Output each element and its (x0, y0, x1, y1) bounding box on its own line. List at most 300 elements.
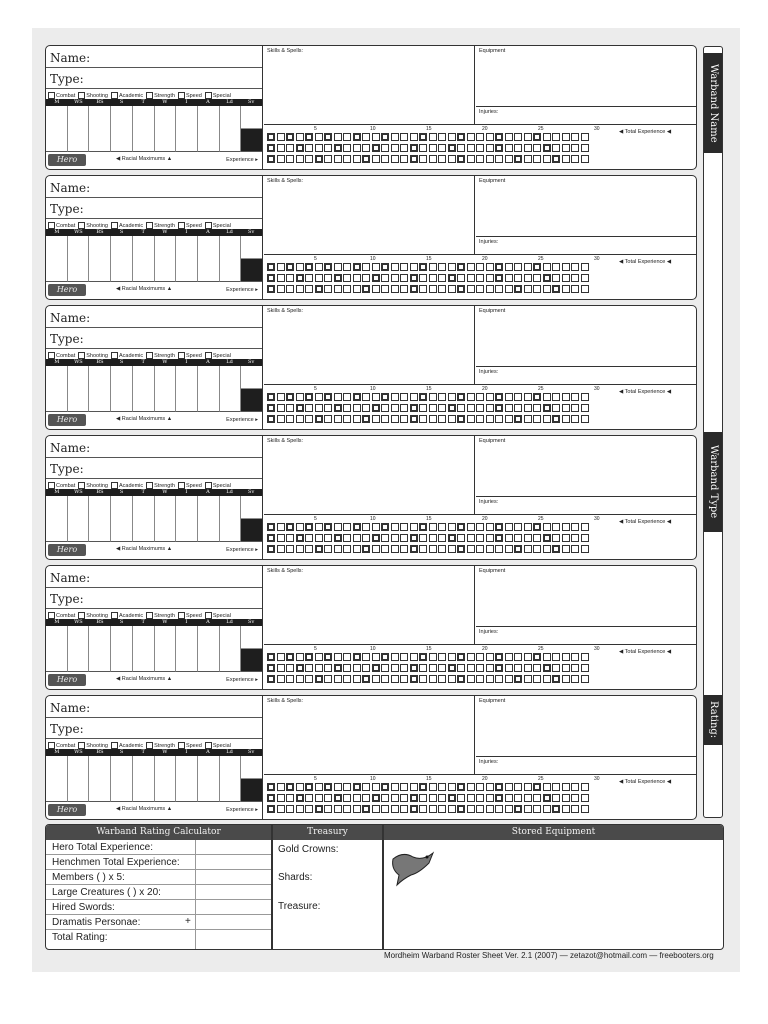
exp-box[interactable] (505, 133, 513, 141)
exp-box[interactable] (524, 805, 532, 813)
exp-box[interactable] (305, 285, 313, 293)
exp-box[interactable] (362, 783, 370, 791)
name-field[interactable]: Name: (46, 178, 262, 198)
exp-box[interactable] (438, 794, 446, 802)
exp-box[interactable] (305, 133, 313, 141)
exp-box[interactable] (438, 393, 446, 401)
exp-box[interactable] (391, 133, 399, 141)
exp-box[interactable] (410, 133, 418, 141)
exp-box[interactable] (533, 545, 541, 553)
exp-box[interactable] (543, 783, 551, 791)
exp-box[interactable] (362, 404, 370, 412)
exp-box[interactable] (495, 155, 503, 163)
exp-box[interactable] (410, 805, 418, 813)
exp-box[interactable] (277, 545, 285, 553)
exp-box[interactable] (467, 415, 475, 423)
stat-cell[interactable] (176, 366, 198, 412)
exp-box[interactable] (533, 404, 541, 412)
exp-box[interactable] (400, 274, 408, 282)
skills-box[interactable] (264, 566, 475, 644)
exp-box[interactable] (381, 805, 389, 813)
stat-cell[interactable] (176, 626, 198, 672)
exp-box[interactable] (514, 263, 522, 271)
exp-box[interactable] (381, 263, 389, 271)
exp-box[interactable] (438, 415, 446, 423)
exp-box[interactable] (486, 285, 494, 293)
exp-box[interactable] (524, 263, 532, 271)
exp-box[interactable] (486, 653, 494, 661)
exp-box[interactable] (372, 783, 380, 791)
exp-box[interactable] (562, 523, 570, 531)
exp-box[interactable] (391, 393, 399, 401)
exp-box[interactable] (362, 133, 370, 141)
stat-cell[interactable] (46, 106, 68, 152)
exp-box[interactable] (476, 285, 484, 293)
exp-box[interactable] (315, 144, 323, 152)
type-field[interactable]: Type: (46, 69, 262, 89)
exp-box[interactable] (362, 653, 370, 661)
exp-box[interactable] (343, 653, 351, 661)
exp-box[interactable] (448, 545, 456, 553)
stat-cell[interactable] (68, 496, 90, 542)
exp-box[interactable] (505, 523, 513, 531)
exp-box[interactable] (429, 263, 437, 271)
exp-box[interactable] (381, 415, 389, 423)
exp-box[interactable] (495, 133, 503, 141)
exp-box[interactable] (305, 675, 313, 683)
advance-checkbox[interactable] (205, 482, 231, 489)
exp-box[interactable] (467, 263, 475, 271)
exp-box[interactable] (277, 805, 285, 813)
exp-box[interactable] (410, 675, 418, 683)
stat-cell[interactable] (220, 366, 242, 412)
exp-box[interactable] (524, 783, 532, 791)
exp-box[interactable] (372, 545, 380, 553)
exp-box[interactable] (571, 653, 579, 661)
name-field[interactable]: Name: (46, 308, 262, 328)
exp-box[interactable] (495, 404, 503, 412)
exp-box[interactable] (381, 794, 389, 802)
exp-box[interactable] (286, 523, 294, 531)
exp-box[interactable] (353, 664, 361, 672)
exp-box[interactable] (400, 664, 408, 672)
exp-box[interactable] (315, 805, 323, 813)
advance-checkbox[interactable] (178, 222, 202, 229)
exp-box[interactable] (391, 534, 399, 542)
exp-box[interactable] (410, 404, 418, 412)
stat-cell[interactable] (241, 106, 262, 152)
exp-box[interactable] (486, 133, 494, 141)
type-field[interactable]: Type: (46, 199, 262, 219)
exp-box[interactable] (324, 545, 332, 553)
exp-box[interactable] (400, 675, 408, 683)
exp-box[interactable] (438, 545, 446, 553)
exp-box[interactable] (438, 404, 446, 412)
exp-box[interactable] (467, 653, 475, 661)
exp-box[interactable] (524, 675, 532, 683)
stat-cell[interactable] (220, 626, 242, 672)
exp-box[interactable] (305, 805, 313, 813)
exp-box[interactable] (543, 144, 551, 152)
exp-box[interactable] (495, 534, 503, 542)
equipment-box[interactable] (476, 696, 696, 756)
exp-box[interactable] (476, 155, 484, 163)
exp-box[interactable] (467, 805, 475, 813)
exp-box[interactable] (514, 144, 522, 152)
exp-box[interactable] (448, 144, 456, 152)
exp-box[interactable] (362, 523, 370, 531)
stat-cell[interactable] (133, 106, 155, 152)
exp-box[interactable] (533, 534, 541, 542)
exp-box[interactable] (267, 155, 275, 163)
exp-box[interactable] (391, 263, 399, 271)
exp-box[interactable] (286, 653, 294, 661)
exp-box[interactable] (514, 664, 522, 672)
exp-box[interactable] (324, 155, 332, 163)
stat-cell[interactable] (198, 366, 220, 412)
stat-cell[interactable] (220, 496, 242, 542)
exp-box[interactable] (514, 794, 522, 802)
exp-box[interactable] (486, 664, 494, 672)
exp-box[interactable] (334, 664, 342, 672)
exp-box[interactable] (486, 675, 494, 683)
exp-box[interactable] (486, 545, 494, 553)
exp-box[interactable] (457, 783, 465, 791)
exp-box[interactable] (486, 783, 494, 791)
exp-box[interactable] (419, 783, 427, 791)
exp-box[interactable] (476, 523, 484, 531)
exp-box[interactable] (267, 404, 275, 412)
advance-checkbox[interactable] (78, 612, 108, 619)
exp-box[interactable] (552, 675, 560, 683)
stat-cell[interactable] (111, 236, 133, 282)
exp-box[interactable] (562, 415, 570, 423)
exp-box[interactable] (381, 144, 389, 152)
exp-box[interactable] (524, 794, 532, 802)
exp-box[interactable] (315, 545, 323, 553)
exp-box[interactable] (267, 285, 275, 293)
exp-box[interactable] (410, 415, 418, 423)
exp-box[interactable] (429, 805, 437, 813)
stat-cell[interactable] (198, 496, 220, 542)
exp-box[interactable] (324, 534, 332, 542)
exp-box[interactable] (305, 664, 313, 672)
stat-cell[interactable] (155, 106, 177, 152)
advance-checkbox[interactable] (111, 612, 143, 619)
exp-box[interactable] (571, 545, 579, 553)
exp-box[interactable] (524, 404, 532, 412)
exp-box[interactable] (543, 285, 551, 293)
stat-cell[interactable] (198, 756, 220, 802)
exp-box[interactable] (467, 523, 475, 531)
exp-box[interactable] (562, 133, 570, 141)
exp-box[interactable] (267, 534, 275, 542)
exp-box[interactable] (533, 783, 541, 791)
exp-box[interactable] (562, 805, 570, 813)
exp-box[interactable] (419, 274, 427, 282)
exp-box[interactable] (533, 523, 541, 531)
stat-cell[interactable] (155, 496, 177, 542)
exp-box[interactable] (410, 285, 418, 293)
exp-box[interactable] (277, 285, 285, 293)
stat-cell[interactable] (68, 626, 90, 672)
exp-box[interactable] (476, 545, 484, 553)
exp-box[interactable] (419, 675, 427, 683)
exp-box[interactable] (467, 285, 475, 293)
stat-cell[interactable] (155, 756, 177, 802)
exp-box[interactable] (543, 133, 551, 141)
exp-box[interactable] (334, 783, 342, 791)
exp-box[interactable] (514, 675, 522, 683)
exp-box[interactable] (353, 393, 361, 401)
exp-box[interactable] (448, 653, 456, 661)
exp-box[interactable] (296, 783, 304, 791)
exp-box[interactable] (505, 805, 513, 813)
advance-checkbox[interactable] (48, 482, 75, 489)
exp-box[interactable] (419, 133, 427, 141)
exp-box[interactable] (400, 155, 408, 163)
exp-box[interactable] (457, 155, 465, 163)
exp-box[interactable] (372, 285, 380, 293)
exp-box[interactable] (305, 263, 313, 271)
stat-cell[interactable] (89, 236, 111, 282)
advance-checkbox[interactable] (78, 92, 108, 99)
exp-box[interactable] (495, 783, 503, 791)
exp-box[interactable] (391, 794, 399, 802)
stat-cell[interactable] (155, 366, 177, 412)
exp-box[interactable] (581, 805, 589, 813)
stat-cell[interactable] (68, 756, 90, 802)
exp-box[interactable] (562, 794, 570, 802)
exp-box[interactable] (562, 263, 570, 271)
advance-checkbox[interactable] (205, 222, 231, 229)
exp-box[interactable] (315, 523, 323, 531)
exp-box[interactable] (476, 675, 484, 683)
advance-checkbox[interactable] (205, 352, 231, 359)
advance-checkbox[interactable] (111, 482, 143, 489)
exp-box[interactable] (324, 523, 332, 531)
exp-box[interactable] (495, 794, 503, 802)
exp-box[interactable] (438, 285, 446, 293)
exp-box[interactable] (315, 274, 323, 282)
exp-box[interactable] (552, 523, 560, 531)
exp-box[interactable] (543, 523, 551, 531)
exp-box[interactable] (343, 534, 351, 542)
exp-box[interactable] (334, 653, 342, 661)
exp-box[interactable] (467, 545, 475, 553)
stat-cell[interactable] (68, 366, 90, 412)
exp-box[interactable] (552, 393, 560, 401)
name-field[interactable]: Name: (46, 568, 262, 588)
exp-box[interactable] (372, 144, 380, 152)
exp-box[interactable] (353, 675, 361, 683)
type-field[interactable]: Type: (46, 589, 262, 609)
exp-box[interactable] (305, 545, 313, 553)
exp-box[interactable] (514, 523, 522, 531)
exp-box[interactable] (438, 783, 446, 791)
exp-box[interactable] (486, 523, 494, 531)
exp-box[interactable] (296, 285, 304, 293)
exp-box[interactable] (524, 545, 532, 553)
stat-cell[interactable] (241, 626, 262, 672)
exp-box[interactable] (315, 285, 323, 293)
exp-box[interactable] (581, 285, 589, 293)
exp-box[interactable] (581, 404, 589, 412)
exp-box[interactable] (391, 653, 399, 661)
stat-cell[interactable] (176, 496, 198, 542)
skills-box[interactable] (264, 306, 475, 384)
injuries-box[interactable] (476, 366, 696, 384)
exp-box[interactable] (476, 274, 484, 282)
exp-box[interactable] (391, 144, 399, 152)
stat-cell[interactable] (133, 496, 155, 542)
exp-box[interactable] (524, 523, 532, 531)
exp-box[interactable] (296, 393, 304, 401)
exp-box[interactable] (552, 133, 560, 141)
exp-box[interactable] (505, 664, 513, 672)
exp-box[interactable] (514, 805, 522, 813)
exp-box[interactable] (381, 523, 389, 531)
exp-box[interactable] (533, 675, 541, 683)
exp-box[interactable] (514, 155, 522, 163)
exp-box[interactable] (486, 805, 494, 813)
exp-box[interactable] (552, 653, 560, 661)
stat-cell[interactable] (133, 626, 155, 672)
exp-box[interactable] (277, 653, 285, 661)
exp-box[interactable] (486, 794, 494, 802)
exp-box[interactable] (353, 263, 361, 271)
exp-box[interactable] (476, 534, 484, 542)
exp-box[interactable] (495, 285, 503, 293)
exp-box[interactable] (438, 664, 446, 672)
skills-box[interactable] (264, 46, 475, 124)
exp-box[interactable] (448, 664, 456, 672)
exp-box[interactable] (343, 393, 351, 401)
exp-box[interactable] (324, 274, 332, 282)
exp-box[interactable] (419, 794, 427, 802)
exp-box[interactable] (552, 805, 560, 813)
exp-box[interactable] (514, 534, 522, 542)
stat-cell[interactable] (133, 236, 155, 282)
exp-box[interactable] (581, 393, 589, 401)
stat-cell[interactable] (111, 626, 133, 672)
exp-box[interactable] (448, 523, 456, 531)
advance-checkbox[interactable] (48, 352, 75, 359)
exp-box[interactable] (372, 393, 380, 401)
exp-box[interactable] (410, 534, 418, 542)
skills-box[interactable] (264, 176, 475, 254)
exp-box[interactable] (562, 783, 570, 791)
advance-checkbox[interactable] (178, 92, 202, 99)
exp-box[interactable] (334, 155, 342, 163)
name-field[interactable]: Name: (46, 438, 262, 458)
exp-box[interactable] (381, 675, 389, 683)
stat-cell[interactable] (198, 236, 220, 282)
exp-box[interactable] (267, 144, 275, 152)
exp-box[interactable] (305, 274, 313, 282)
exp-box[interactable] (410, 144, 418, 152)
injuries-box[interactable] (476, 496, 696, 514)
injuries-box[interactable] (476, 106, 696, 124)
exp-box[interactable] (562, 653, 570, 661)
exp-box[interactable] (296, 664, 304, 672)
exp-box[interactable] (448, 404, 456, 412)
exp-box[interactable] (381, 545, 389, 553)
stat-cell[interactable] (220, 236, 242, 282)
exp-box[interactable] (429, 404, 437, 412)
exp-box[interactable] (505, 393, 513, 401)
advance-checkbox[interactable] (111, 742, 143, 749)
exp-box[interactable] (429, 393, 437, 401)
stat-cell[interactable] (89, 366, 111, 412)
exp-box[interactable] (581, 653, 589, 661)
exp-box[interactable] (267, 263, 275, 271)
exp-box[interactable] (429, 675, 437, 683)
exp-box[interactable] (571, 523, 579, 531)
exp-box[interactable] (438, 274, 446, 282)
exp-box[interactable] (543, 263, 551, 271)
exp-box[interactable] (315, 783, 323, 791)
exp-box[interactable] (410, 393, 418, 401)
exp-box[interactable] (514, 274, 522, 282)
exp-box[interactable] (353, 404, 361, 412)
exp-box[interactable] (505, 783, 513, 791)
exp-box[interactable] (400, 263, 408, 271)
exp-box[interactable] (448, 393, 456, 401)
exp-box[interactable] (267, 415, 275, 423)
equipment-box[interactable] (476, 46, 696, 106)
exp-box[interactable] (391, 545, 399, 553)
advance-checkbox[interactable] (111, 352, 143, 359)
exp-box[interactable] (343, 274, 351, 282)
exp-box[interactable] (410, 523, 418, 531)
exp-box[interactable] (505, 675, 513, 683)
exp-box[interactable] (571, 133, 579, 141)
exp-box[interactable] (372, 155, 380, 163)
exp-box[interactable] (448, 285, 456, 293)
exp-box[interactable] (476, 794, 484, 802)
exp-box[interactable] (571, 415, 579, 423)
exp-box[interactable] (381, 285, 389, 293)
exp-box[interactable] (476, 664, 484, 672)
exp-box[interactable] (334, 144, 342, 152)
exp-box[interactable] (467, 664, 475, 672)
exp-box[interactable] (467, 404, 475, 412)
exp-box[interactable] (419, 263, 427, 271)
exp-box[interactable] (381, 653, 389, 661)
exp-box[interactable] (438, 133, 446, 141)
exp-box[interactable] (562, 534, 570, 542)
advance-checkbox[interactable] (178, 352, 202, 359)
stat-cell[interactable] (89, 496, 111, 542)
exp-box[interactable] (429, 783, 437, 791)
exp-box[interactable] (495, 805, 503, 813)
exp-box[interactable] (315, 653, 323, 661)
exp-box[interactable] (562, 155, 570, 163)
exp-box[interactable] (286, 415, 294, 423)
exp-box[interactable] (495, 545, 503, 553)
exp-box[interactable] (315, 415, 323, 423)
exp-box[interactable] (296, 404, 304, 412)
exp-box[interactable] (448, 534, 456, 542)
exp-box[interactable] (267, 794, 275, 802)
exp-box[interactable] (571, 404, 579, 412)
name-field[interactable]: Name: (46, 48, 262, 68)
exp-box[interactable] (324, 133, 332, 141)
stat-cell[interactable] (155, 236, 177, 282)
exp-box[interactable] (514, 404, 522, 412)
exp-box[interactable] (571, 675, 579, 683)
